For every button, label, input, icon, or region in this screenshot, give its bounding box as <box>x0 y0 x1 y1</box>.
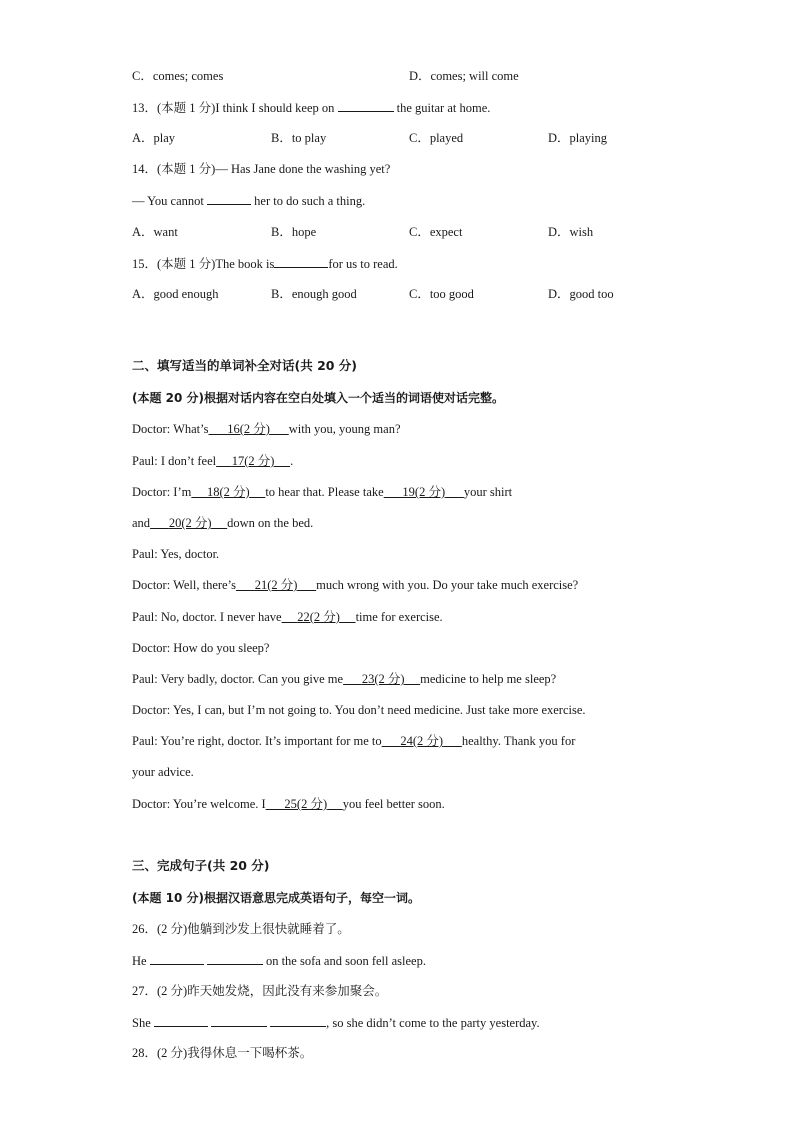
q14-stem: 14．(本题 1 分)— Has Jane done the washing yet? <box>132 162 391 176</box>
q15-stem: 15．(本题 1 分)The book is for us to read. <box>132 257 398 271</box>
answer-blank[interactable] <box>274 255 328 268</box>
answer-blank[interactable]: 17(2 分) <box>231 454 275 468</box>
answer-blank[interactable]: 20(2 分) <box>168 516 212 530</box>
q12-option-c: C．comes; comes <box>132 69 224 83</box>
answer-blank[interactable]: 25(2 分) <box>284 797 328 811</box>
dialogue-line: Doctor: How do you sleep? <box>132 641 270 655</box>
section-3-title: 三、完成句子(共 20 分) <box>132 858 270 873</box>
dialogue-line: Doctor: Well, there’s 21(2 分) much wrong with you. Do your take much exercise? <box>132 578 579 592</box>
answer-blank[interactable] <box>150 952 204 965</box>
dialogue-line: Paul: You’re right, doctor. It’s important for me to 24(2 分) healthy. Thank you for <box>132 734 576 748</box>
q14-response: — You cannot her to do such a thing. <box>132 194 366 208</box>
dialogue-line: Paul: No, doctor. I never have 22(2 分) time for exercise. <box>132 610 443 624</box>
section-2-instruction: (本题 20 分)根据对话内容在空白处填入一个适当的词语使对话完整。 <box>132 391 505 405</box>
q13-option-a: A．play <box>132 131 176 145</box>
q15-option-d: D．good too <box>548 287 614 301</box>
q14-option-d: D．wish <box>548 225 594 239</box>
dialogue-line: Doctor: I’m 18(2 分) to hear that. Please take 19(2 分) your shirt <box>132 485 513 499</box>
answer-blank[interactable]: 16(2 分) <box>227 422 270 436</box>
q27-chinese: 27．(2 分)昨天她发烧，因此没有来参加聚会。 <box>132 984 388 998</box>
answer-blank[interactable]: 23(2 分) <box>361 672 405 686</box>
q26-english: He on the sofa and soon fell asleep. <box>132 954 426 968</box>
q13-option-c: C．played <box>409 131 464 145</box>
dialogue-line: Doctor: You’re welcome. I 25(2 分) you feel better soon. <box>132 797 445 811</box>
answer-blank[interactable] <box>154 1014 208 1027</box>
q28-chinese: 28．(2 分)我得休息一下喝杯茶。 <box>132 1046 313 1060</box>
q12-option-d: D．comes; will come <box>409 69 519 83</box>
answer-blank[interactable] <box>211 1014 267 1027</box>
q14-option-c: C．expect <box>409 225 463 239</box>
dialogue-line: Paul: Yes, doctor. <box>132 547 220 561</box>
dialogue-line: Doctor: Yes, I can, but I’m not going to. You don’t need medicine. Just take more exercise. <box>132 703 586 717</box>
q15-option-a: A．good enough <box>132 287 219 301</box>
answer-blank[interactable] <box>207 952 263 965</box>
q26-chinese: 26．(2 分)他躺到沙发上很快就睡着了。 <box>132 922 350 936</box>
dialogue-line: Paul: Very badly, doctor. Can you give me 23(2 分) medicine to help me sleep? <box>132 672 557 686</box>
answer-blank[interactable]: 24(2 分) <box>400 734 444 748</box>
answer-blank[interactable] <box>338 99 394 112</box>
q13-stem: 13．(本题 1 分)I think I should keep on the guitar at home. <box>132 101 491 115</box>
section-3-instruction: (本题 10 分)根据汉语意思完成英语句子，每空一词。 <box>132 891 421 905</box>
answer-blank[interactable]: 21(2 分) <box>254 578 298 592</box>
q27-english: She , so she didn’t come to the party yesterday. <box>132 1016 540 1030</box>
dialogue-line: and 20(2 分) down on the bed. <box>132 516 314 530</box>
dialogue-line: Paul: I don’t feel 17(2 分) . <box>132 454 294 468</box>
answer-blank[interactable]: 19(2 分) <box>402 485 446 499</box>
dialogue-line: your advice. <box>132 765 194 779</box>
q14-option-b: B．hope <box>271 225 317 239</box>
q14-option-a: A．want <box>132 225 178 239</box>
dialogue-line: Doctor: What’s 16(2 分) with you, young man? <box>132 422 401 436</box>
section-2-title: 二、填写适当的单词补全对话(共 20 分) <box>132 358 358 373</box>
q15-option-c: C．too good <box>409 287 474 301</box>
q15-option-b: B．enough good <box>271 287 357 301</box>
answer-blank[interactable]: 22(2 分) <box>297 610 340 624</box>
answer-blank[interactable]: 18(2 分) <box>206 485 250 499</box>
q13-option-b: B．to play <box>271 131 327 145</box>
q13-option-d: D．playing <box>548 131 608 145</box>
answer-blank[interactable] <box>207 192 251 205</box>
answer-blank[interactable] <box>270 1014 326 1027</box>
